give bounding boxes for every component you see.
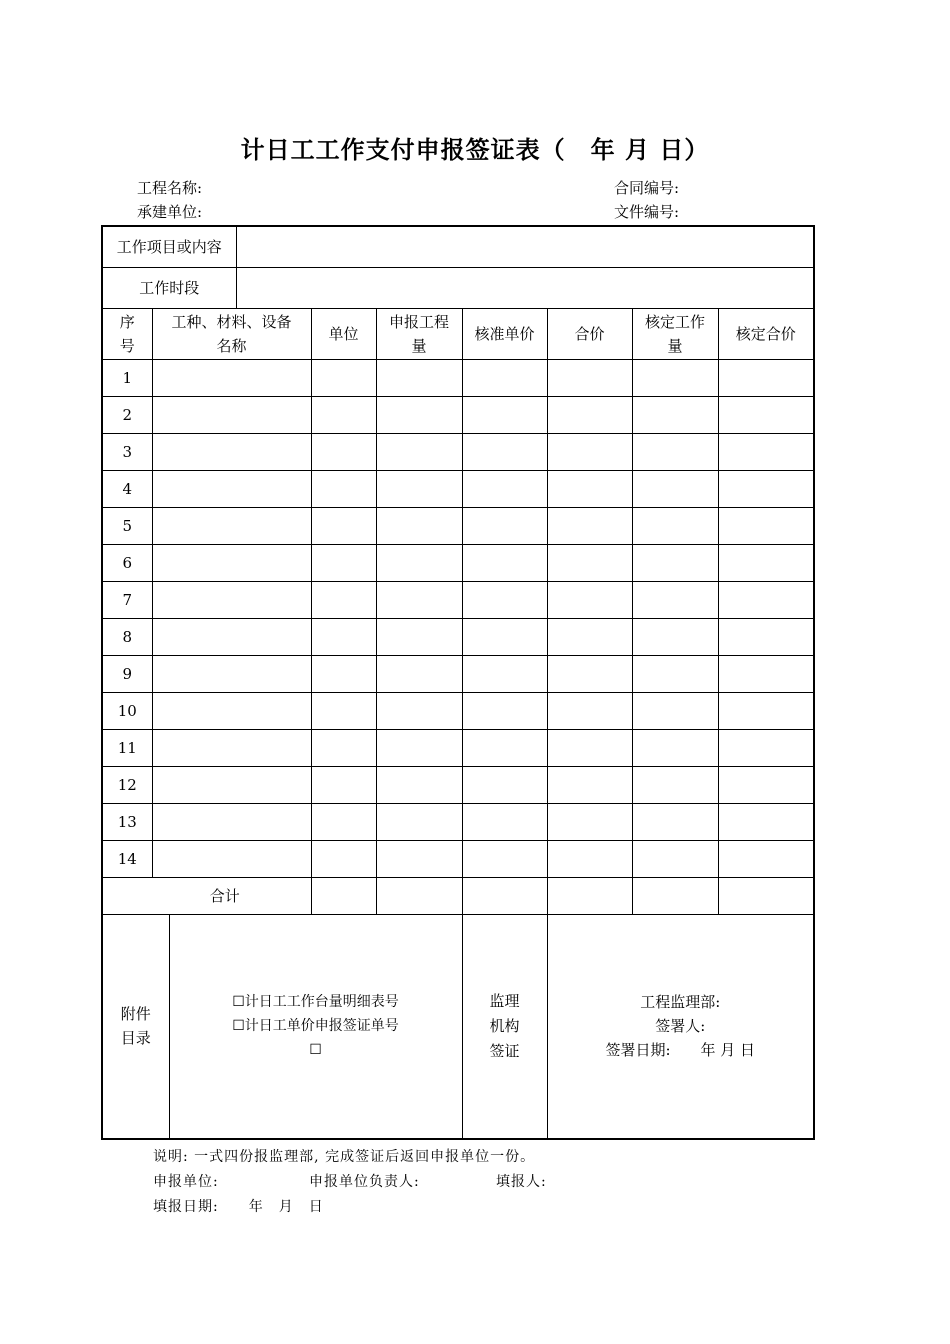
table-cell[interactable] [547,766,632,803]
table-cell[interactable] [718,359,814,396]
sum-cell[interactable] [376,877,462,914]
contract-no-label: 合同编号: [614,179,680,197]
row-number: 13 [102,803,152,840]
table-cell[interactable] [718,396,814,433]
fill-date-label: 填报日期: 年 月 日 [153,1199,324,1215]
table-cell[interactable] [376,507,462,544]
file-no-label: 文件编号: [614,203,680,221]
table-cell[interactable] [718,766,814,803]
col-total-price-header: 合价 [547,308,632,359]
table-cell[interactable] [547,359,632,396]
table-cell[interactable] [376,692,462,729]
table-cell[interactable] [462,729,547,766]
table-cell[interactable] [718,655,814,692]
table-cell[interactable] [311,359,376,396]
table-cell[interactable] [718,618,814,655]
sum-cell[interactable] [462,877,547,914]
attachment-item[interactable]: ☐计日工工作台量明细表号 [232,994,399,1011]
sum-cell[interactable] [311,877,376,914]
reporting-unit-label: 申报单位: [153,1174,219,1190]
table-cell[interactable] [152,396,311,433]
column-header-row [102,308,814,359]
table-cell[interactable] [632,359,718,396]
table-cell[interactable] [152,359,311,396]
sum-cell[interactable] [632,877,718,914]
row-number: 8 [102,618,152,655]
work-period-value[interactable] [236,267,814,308]
table-cell[interactable] [376,729,462,766]
table-cell[interactable] [376,396,462,433]
table-cell[interactable] [152,692,311,729]
col-name-header: 工种、材料、设备 名称 [152,308,311,359]
col-seq-header: 序 号 [102,308,152,359]
table-cell[interactable] [311,507,376,544]
table-row [102,507,814,544]
table-cell[interactable] [376,581,462,618]
table-cell[interactable] [632,840,718,877]
table-cell[interactable] [311,803,376,840]
table-cell[interactable] [152,840,311,877]
table-cell[interactable] [376,840,462,877]
table-cell[interactable] [462,840,547,877]
supervision-label: 监理 机构 签证 [462,914,547,1139]
table-cell[interactable] [462,433,547,470]
row-number: 14 [102,840,152,877]
sum-cell[interactable] [547,877,632,914]
table-row [102,359,814,396]
attachment-item[interactable]: ☐ [309,1042,322,1059]
col-approved-qty-header: 核定工作 量 [632,308,718,359]
col-declared-qty-header: 申报工程 量 [376,308,462,359]
attachments-list [169,914,462,1139]
row-number: 11 [102,729,152,766]
table-row [102,470,814,507]
table-cell[interactable] [718,507,814,544]
table-cell[interactable] [547,433,632,470]
table-cell[interactable] [718,692,814,729]
table-cell[interactable] [311,729,376,766]
work-item-row [102,226,814,267]
sum-cell[interactable] [718,877,814,914]
table-row [102,692,814,729]
table-cell[interactable] [632,618,718,655]
table-cell[interactable] [462,803,547,840]
table-cell[interactable] [311,655,376,692]
table-cell[interactable] [547,581,632,618]
table-cell[interactable] [547,396,632,433]
table-cell[interactable] [632,803,718,840]
table-cell[interactable] [547,618,632,655]
table-cell[interactable] [462,618,547,655]
table-cell[interactable] [632,729,718,766]
table-row [102,729,814,766]
table-row [102,581,814,618]
contractor-label: 承建单位: [137,203,203,221]
row-number: 2 [102,396,152,433]
table-row [102,618,814,655]
table-cell[interactable] [311,692,376,729]
table-cell[interactable] [376,655,462,692]
row-number: 10 [102,692,152,729]
item-rows [102,359,814,877]
table-cell[interactable] [152,507,311,544]
sum-label: 合计 [102,877,311,914]
table-cell[interactable] [311,581,376,618]
table-cell[interactable] [376,766,462,803]
row-number: 9 [102,655,152,692]
page-title: 计日工工作支付申报签证表（ 年 月 日） [240,136,710,164]
table-cell[interactable] [152,544,311,581]
claim-table [101,225,815,1140]
table-cell[interactable] [311,470,376,507]
table-cell[interactable] [462,507,547,544]
table-row [102,803,814,840]
table-cell[interactable] [718,470,814,507]
table-cell[interactable] [462,655,547,692]
table-cell[interactable] [462,766,547,803]
table-cell[interactable] [376,433,462,470]
table-cell[interactable] [376,470,462,507]
project-name-label: 工程名称: [137,179,203,197]
table-cell[interactable] [311,433,376,470]
table-cell[interactable] [311,840,376,877]
table-cell[interactable] [311,618,376,655]
row-number: 7 [102,581,152,618]
table-cell[interactable] [152,803,311,840]
table-cell[interactable] [632,766,718,803]
col-approved-unit-price-header: 核准单价 [462,308,547,359]
row-number: 3 [102,433,152,470]
table-cell[interactable] [152,766,311,803]
table-cell[interactable] [152,470,311,507]
row-number: 1 [102,359,152,396]
supervision-sign-area [547,914,814,1139]
table-cell[interactable] [547,655,632,692]
footer-note: 说明: 一式四份报监理部, 完成签证后返回申报单位一份。 [153,1149,536,1165]
table-cell[interactable] [462,692,547,729]
table-cell[interactable] [376,618,462,655]
table-row [102,396,814,433]
table-cell[interactable] [462,581,547,618]
table-cell[interactable] [547,729,632,766]
attachment-item[interactable]: ☐计日工单价申报签证单号 [232,1018,399,1035]
attachments-label: 附件 目录 [102,914,169,1139]
table-cell[interactable] [718,729,814,766]
table-cell[interactable] [718,433,814,470]
table-cell[interactable] [376,803,462,840]
table-row [102,766,814,803]
row-number: 12 [102,766,152,803]
table-cell[interactable] [462,470,547,507]
table-cell[interactable] [311,766,376,803]
sign-date-label: 签署日期: 年 月 日 [605,1041,756,1060]
table-cell[interactable] [718,803,814,840]
table-cell[interactable] [632,396,718,433]
sum-row [102,877,814,914]
table-cell[interactable] [376,544,462,581]
table-cell[interactable] [632,581,718,618]
filler-label: 填报人: [496,1174,547,1190]
table-cell[interactable] [547,692,632,729]
table-cell[interactable] [462,544,547,581]
row-number: 6 [102,544,152,581]
table-cell[interactable] [547,544,632,581]
col-approved-total-header: 核定合价 [718,308,814,359]
table-cell[interactable] [462,359,547,396]
table-cell[interactable] [718,840,814,877]
table-cell[interactable] [152,433,311,470]
work-item-value[interactable] [236,226,814,267]
table-cell[interactable] [718,544,814,581]
table-row [102,544,814,581]
work-item-label: 工作项目或内容 [102,226,236,267]
col-unit-header: 单位 [311,308,376,359]
table-row [102,433,814,470]
responsible-person-label: 申报单位负责人: [309,1174,420,1190]
table-cell[interactable] [547,507,632,544]
table-cell[interactable] [547,840,632,877]
table-cell[interactable] [632,433,718,470]
work-period-label: 工作时段 [102,267,236,308]
signer-label: 签署人: [655,1017,706,1036]
table-cell[interactable] [632,544,718,581]
table-cell[interactable] [311,544,376,581]
table-cell[interactable] [718,581,814,618]
table-cell[interactable] [376,359,462,396]
table-cell[interactable] [152,618,311,655]
signature-row [102,914,814,1139]
table-cell[interactable] [547,803,632,840]
table-cell[interactable] [152,655,311,692]
table-cell[interactable] [152,729,311,766]
row-number: 4 [102,470,152,507]
table-row [102,655,814,692]
table-row [102,840,814,877]
table-cell[interactable] [152,581,311,618]
work-period-row [102,267,814,308]
table-cell[interactable] [632,692,718,729]
supervision-dept: 工程监理部: [640,993,721,1012]
table-cell[interactable] [547,470,632,507]
table-cell[interactable] [632,507,718,544]
row-number: 5 [102,507,152,544]
table-cell[interactable] [462,396,547,433]
table-cell[interactable] [632,470,718,507]
table-cell[interactable] [632,655,718,692]
table-cell[interactable] [311,396,376,433]
